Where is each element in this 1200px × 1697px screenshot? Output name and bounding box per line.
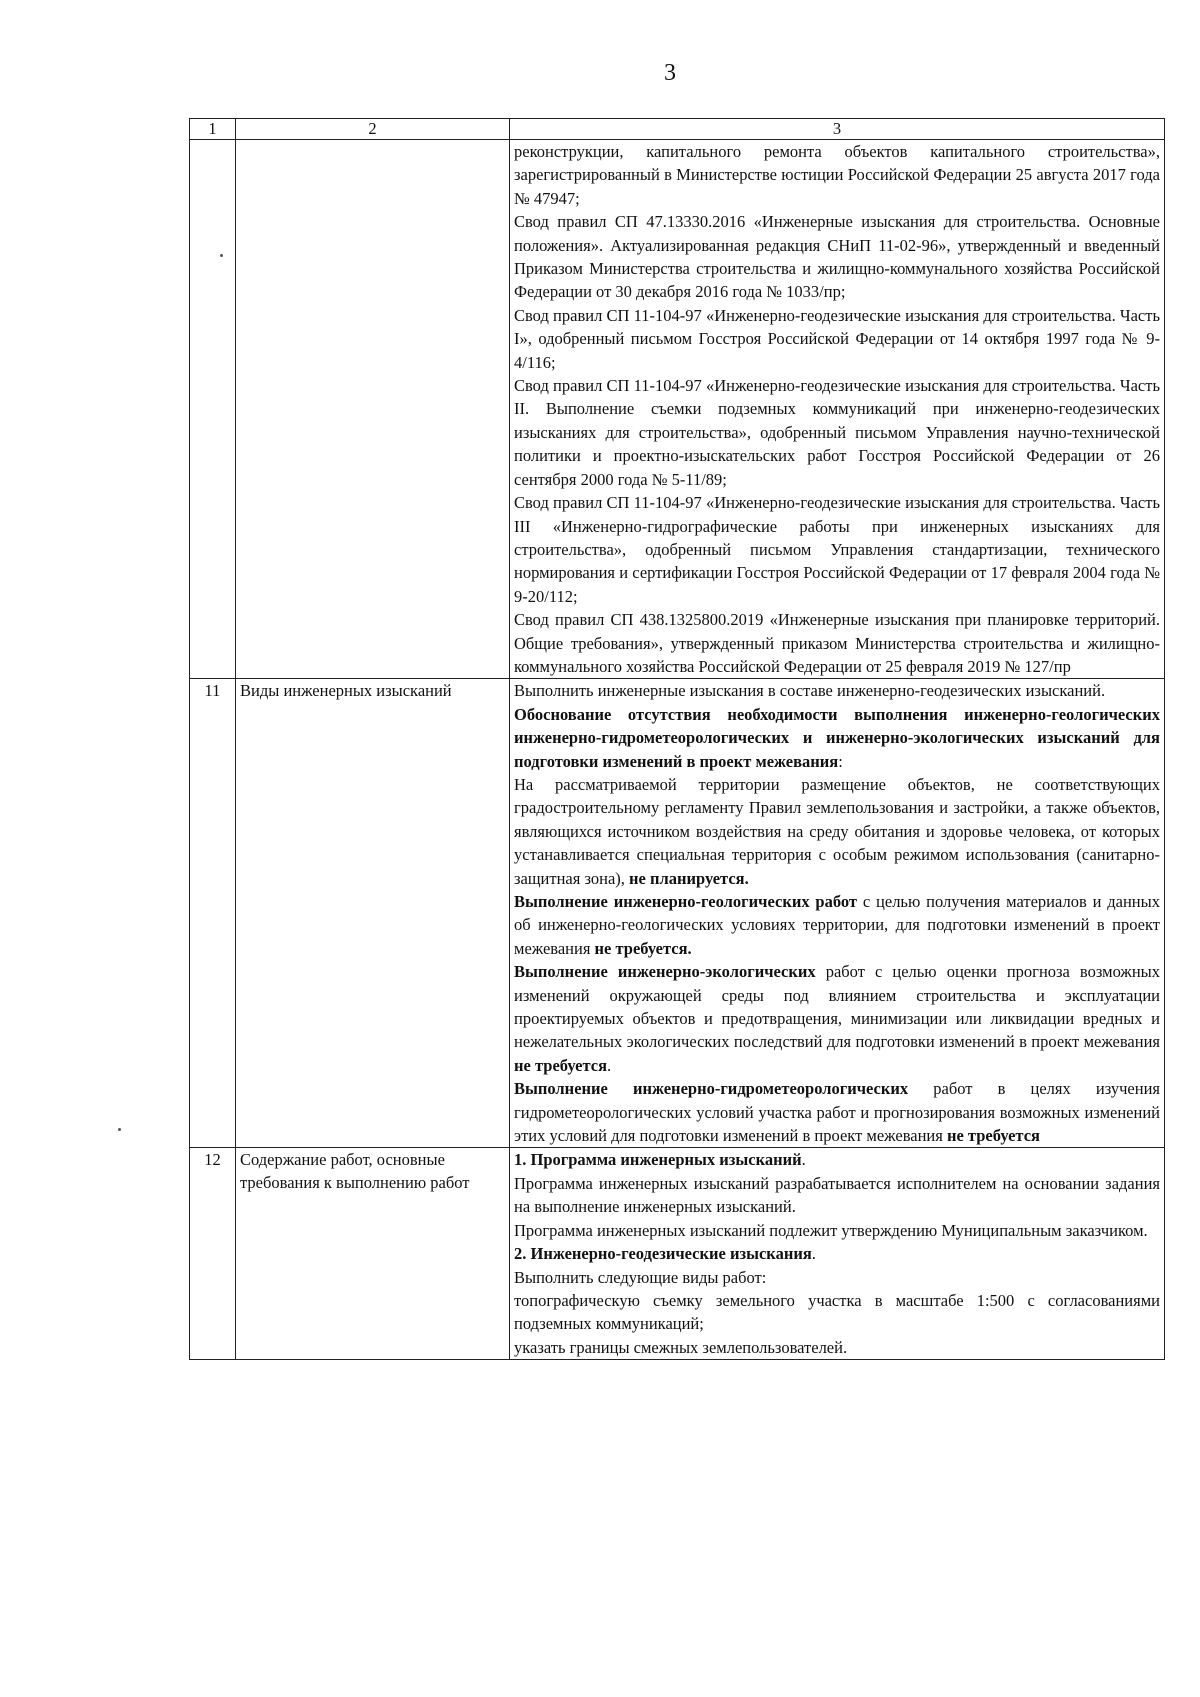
row-11-paragraph-2: Обоснование отсутствия необходимости выполнения инженерно-геологических инженерно-гидрометеорологических и инженерно-экологических изысканий для подготовки изменений в проект межевания:	[514, 704, 1160, 771]
row-12-num: 12	[190, 1148, 236, 1360]
table-row-continued	[190, 140, 1165, 679]
row-12-paragraph-5: указать границы смежных землепользователей.	[514, 1337, 848, 1357]
row-12-name: Содержание работ, основные требования к выполнению работ	[236, 1148, 510, 1360]
row-12-heading-2: 2. Инженерно-геодезические изыскания.	[514, 1244, 816, 1264]
normative-doc-paragraph: Свод правил СП 11-104-97 «Инженерно-геодезические изыскания для строительства. Часть I», одобренный письмом Госстроя Российской Федерации от 14 октября 1997 года № 9-4/116;	[514, 305, 1160, 372]
row-11-paragraph-3: На рассматриваемой территории размещение объектов, не соответствующих градостроительному регламенту Правил землепользования и застройки, а также объектов, являющихся источником воздействия на среду обитания и здоровье человека, от которых устанавливается специальная территория с особым режимом использования (санитарно-защитная зона), не планируется.	[514, 774, 1160, 888]
row-11-paragraph-4: Выполнение инженерно-геологических работ с целью получения материалов и данных об инженерно-геологических условиях территории, для подготовки изменений в проект межевания не требуется.	[514, 892, 1160, 958]
scan-speck	[220, 254, 223, 257]
specification-table	[189, 118, 1165, 1360]
row-12-paragraph-1: Программа инженерных изысканий разрабатывается исполнителем на основании задания на выполнение инженерных изысканий.	[514, 1173, 1160, 1217]
row-12-paragraph-4: топографическую съемку земельного участка в масштабе 1:500 с согласованиями подземных коммуникаций;	[514, 1290, 1160, 1334]
table-row-11	[190, 679, 1165, 1148]
normative-doc-paragraph: Свод правил СП 11-104-97 «Инженерно-геодезические изыскания для строительства. Часть III «Инженерно-гидрографические работы при инженерных изысканиях для строительства», одобренный письмом Управления стандартизации, технического нормирования и сертификации Госстроя Российской Федерации от 17 февраля 2004 года № 9-20/112;	[514, 493, 1160, 606]
row-11-paragraph-5: Выполнение инженерно-экологических работ с целью оценки прогноза возможных изменений окружающей среды под влиянием строительства и эксплуатации проектируемых объектов и предотвращения, минимизации или ликвидации вредных и нежелательных экологических последствий для подготовки изменений в проект межевания не требуется.	[514, 962, 1160, 1075]
row-11-num: 11	[190, 679, 236, 1148]
row-11-paragraph-6: Выполнение инженерно-гидрометеорологических работ в целях изучения гидрометеорологических условий участка работ и прогнозирования возможных изменений этих условий для подготовки изменений в проект межевания не требуется	[514, 1079, 1160, 1146]
row-11-paragraph-1: Выполнить инженерные изыскания в составе инженерно-геодезических изысканий.	[514, 681, 1106, 701]
table-row-12	[190, 1148, 1165, 1360]
table-header-row	[190, 119, 1165, 140]
header-col-2: 2	[236, 119, 510, 140]
row-11-content	[510, 679, 1165, 1148]
normative-doc-paragraph: Свод правил СП 47.13330.2016 «Инженерные изыскания для строительства. Основные положения». Актуализированная редакция СНиП 11-02-96», утвержденный и введенный Приказом Министерства строительства и жилищно-коммунального хозяйства Российской Федерации от 30 декабря 2016 года № 1033/пр;	[514, 212, 1160, 302]
row-11-name: Виды инженерных изысканий	[236, 679, 510, 1148]
row-12-heading-1: 1. Программа инженерных изысканий.	[514, 1150, 806, 1170]
normative-doc-paragraph: реконструкции, капитального ремонта объектов капитального строительства», зарегистрированный в Министерстве юстиции Российской Федерации 25 августа 2017 года № 47947;	[514, 142, 1160, 208]
row-12-paragraph-3: Выполнить следующие виды работ:	[514, 1267, 767, 1287]
page-number: 3	[664, 60, 676, 86]
row-continued-num	[190, 140, 236, 679]
row-continued-name	[236, 140, 510, 679]
scan-speck	[118, 1128, 121, 1131]
header-col-1: 1	[190, 119, 236, 140]
justification-heading: Обоснование отсутствия необходимости выполнения инженерно-геологических инженерно-гидрометеорологических и инженерно-экологических изысканий для подготовки изменений в проект межевания	[514, 704, 1160, 771]
normative-doc-paragraph: Свод правил СП 11-104-97 «Инженерно-геодезические изыскания для строительства. Часть II. Выполнение съемки подземных коммуникаций при инженерно-геодезических изысканиях для строительства», одобренный письмом Управления научно-технической политики и проектно-изыскательских работ Госстроя Российской Федерации от 26 сентября 2000 года № 5-11/89;	[514, 376, 1160, 489]
header-col-3: 3	[510, 119, 1165, 140]
row-12-content	[510, 1148, 1165, 1360]
row-continued-content	[510, 140, 1165, 679]
row-12-paragraph-2: Программа инженерных изысканий подлежит утверждению Муниципальным заказчиком.	[514, 1220, 1148, 1240]
normative-doc-paragraph: Свод правил СП 438.1325800.2019 «Инженерные изыскания при планировке территорий. Общие требования», утвержденный приказом Министерства строительства и жилищно-коммунального хозяйства Российской Федерации от 25 февраля 2019 № 127/пр	[514, 610, 1160, 676]
